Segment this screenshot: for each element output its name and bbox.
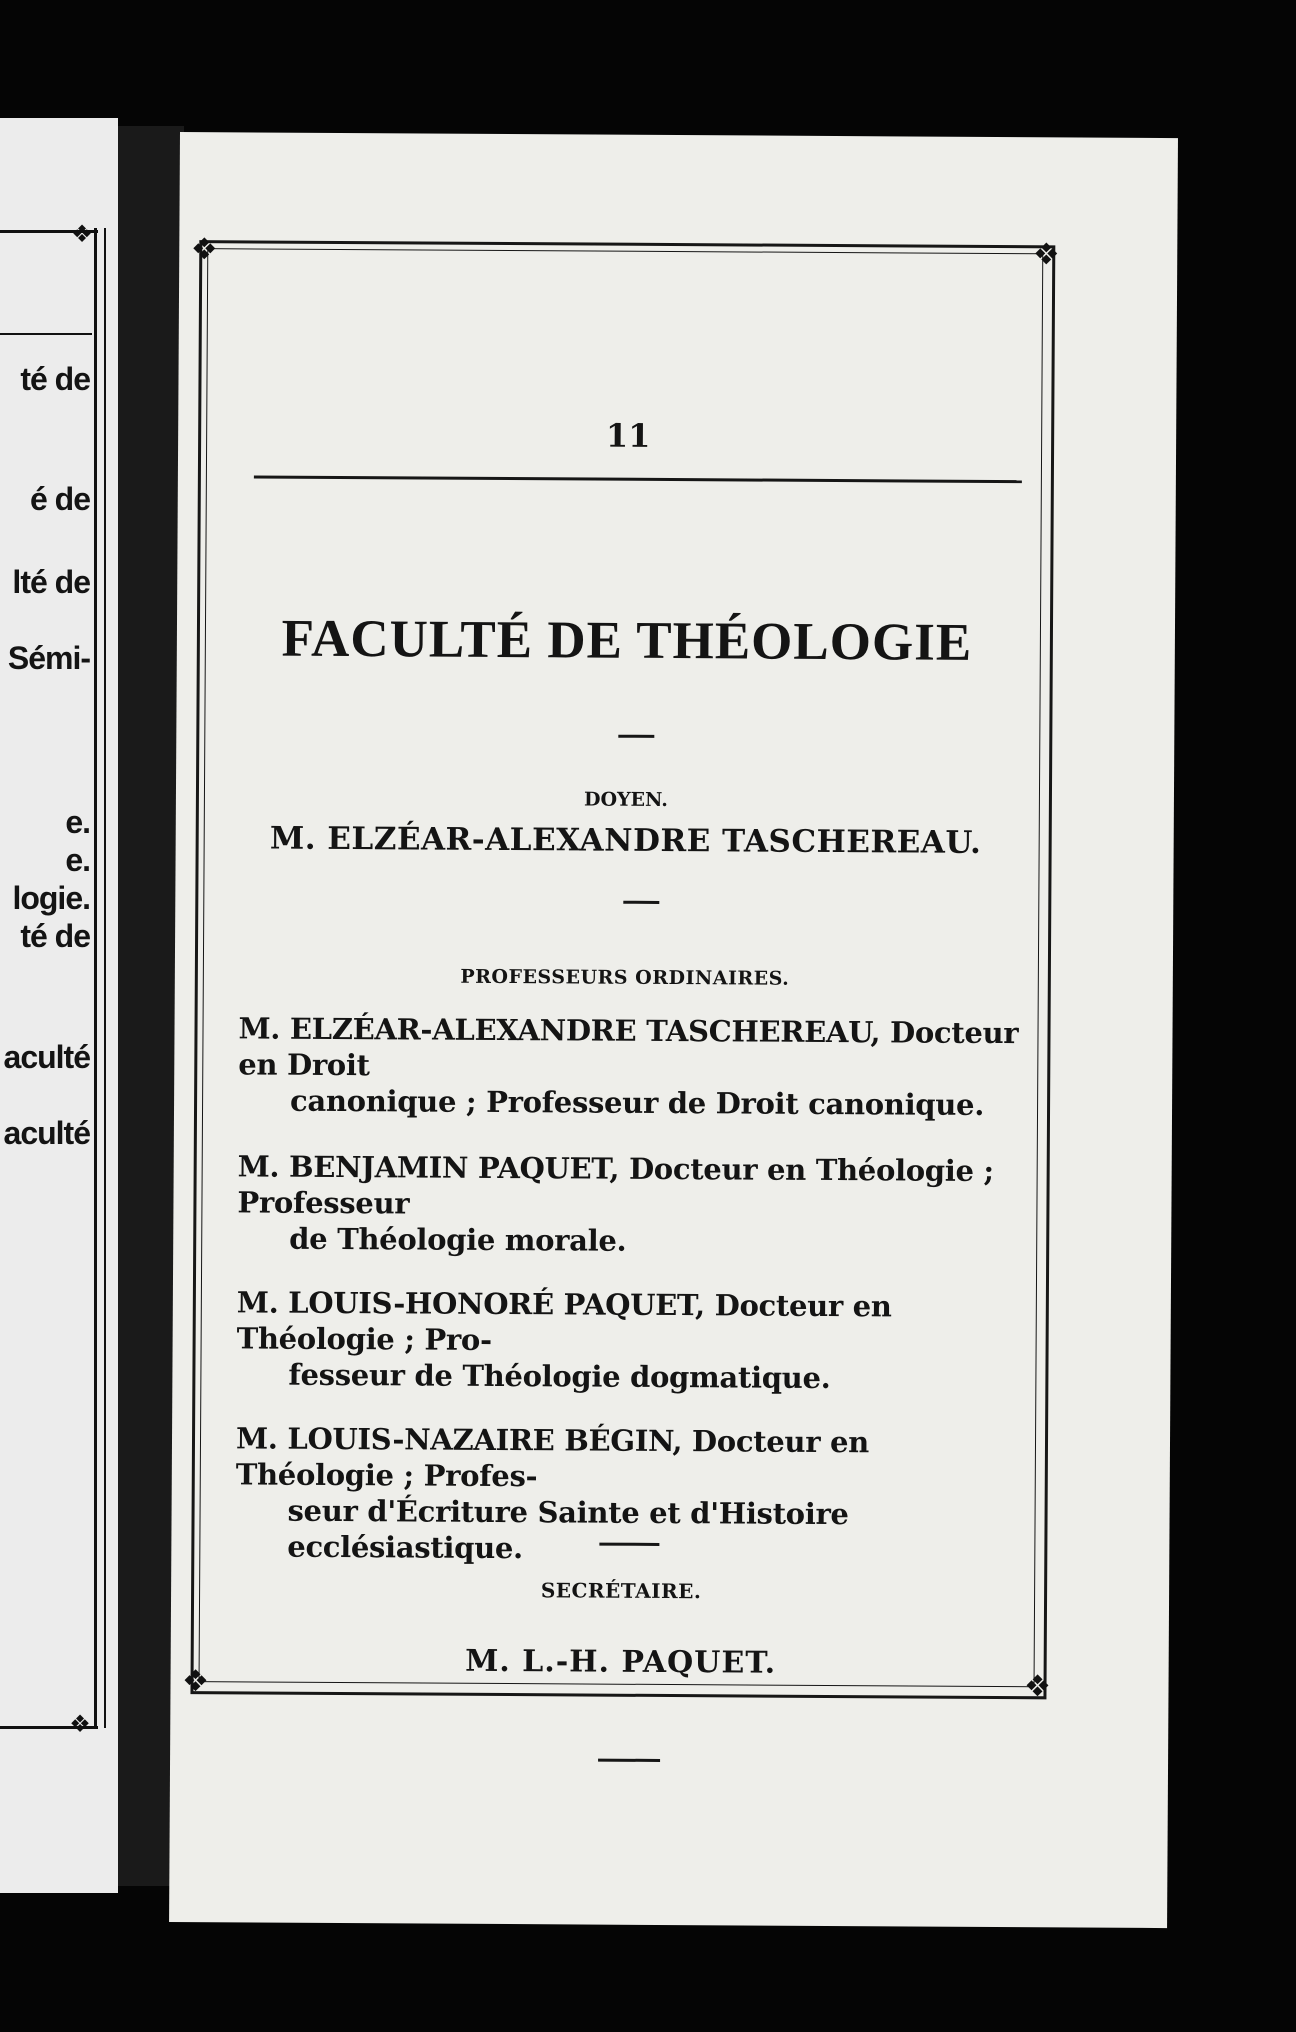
ornament-corner-icon: ❖: [1023, 1669, 1052, 1705]
separator-dash: [623, 901, 659, 904]
separator-dash: [598, 1759, 660, 1762]
ornament-corner-icon: ❖: [190, 232, 218, 268]
secretary-name: M. L.-H. PAQUET.: [465, 1643, 777, 1681]
ornament-corner-icon: ❖: [181, 1664, 210, 1700]
document-page: [169, 132, 1178, 1928]
dean-name: M. ELZÉAR-ALEXANDRE TASCHEREAU.: [269, 820, 982, 861]
left-page-text-fragment: e.: [65, 804, 90, 840]
left-page-text-fragment: é de: [29, 481, 90, 517]
professor-entry-line: M. ELZÉAR-ALEXANDRE TASCHEREAU, Docteur en Droit: [238, 1011, 1019, 1083]
left-page-text-fragment: logie.: [12, 880, 90, 916]
professor-entry: [238, 1010, 1035, 1123]
left-page-text-fragment: Sémi-: [7, 640, 90, 676]
left-page-text-fragment: lté de: [12, 564, 90, 600]
header-rule: [254, 475, 1022, 483]
professors-heading: PROFESSEURS ORDINAIRES.: [460, 965, 790, 990]
separator-dash: [618, 735, 654, 738]
left-page-border: [94, 228, 97, 1728]
professor-entry: [237, 1148, 1034, 1261]
professor-entry-line: fesseur de Théologie dogmatique.: [288, 1357, 831, 1395]
professor-entry-line: M. BENJAMIN PAQUET, Docteur en Théologie ; Professeur: [237, 1149, 994, 1221]
left-page-text-fragment: e.: [65, 842, 90, 878]
ornament-corner-icon: ❖: [71, 220, 93, 248]
left-page-text-fragment: aculté: [3, 1115, 90, 1151]
left-page-border-inner: [104, 228, 106, 1728]
left-facing-page: [0, 118, 118, 1893]
professor-entry-line: de Théologie morale.: [289, 1221, 627, 1258]
professor-entry-line: canonique ; Professeur de Droit canonique.: [289, 1083, 985, 1122]
left-page-text-fragment: té de: [20, 918, 90, 954]
professor-entry-line: M. LOUIS-HONORÉ PAQUET, Docteur en Théologie ; Pro-: [236, 1285, 892, 1357]
professor-entry: [235, 1420, 1032, 1569]
page-number: 11: [605, 416, 651, 455]
page-content: [211, 252, 1040, 1681]
professor-entry-line: seur d'Écriture Sainte et d'Histoire ecclésiastique.: [287, 1493, 849, 1566]
left-page-header-rule: [0, 333, 92, 335]
left-page-text-fragment: té de: [20, 361, 90, 397]
secretary-heading: SECRÉTAIRE.: [540, 1578, 702, 1604]
ornament-corner-icon: ❖: [69, 1710, 91, 1738]
separator-dash: [599, 1543, 659, 1546]
dean-heading: DOYEN.: [583, 788, 668, 811]
professor-entry: [236, 1284, 1033, 1397]
left-page-text-fragment: aculté: [3, 1039, 90, 1075]
page-title: FACULTÉ DE THÉOLOGIE: [281, 609, 973, 672]
professor-entry-line: M. LOUIS-NAZAIRE BÉGIN, Docteur en Théologie ; Profes-: [235, 1421, 870, 1494]
ornament-corner-icon: ❖: [1032, 237, 1060, 273]
